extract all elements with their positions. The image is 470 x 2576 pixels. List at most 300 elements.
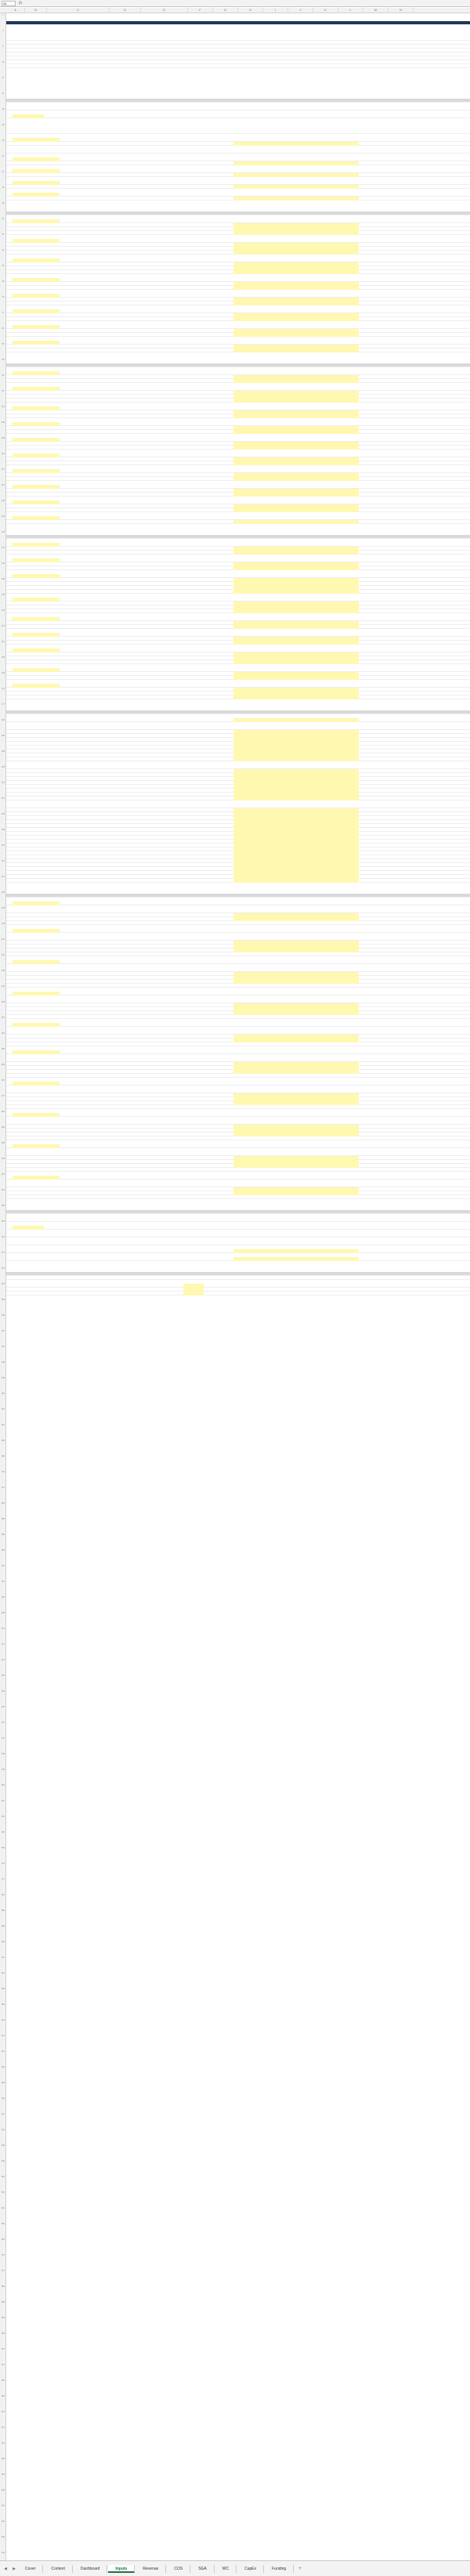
input-cell[interactable]: [233, 251, 359, 255]
row-number[interactable]: 337: [1, 1330, 5, 1332]
row-number[interactable]: 41: [2, 171, 5, 173]
row-number[interactable]: 609: [1, 2395, 5, 2397]
row-number[interactable]: 153: [1, 609, 5, 612]
row-number[interactable]: 433: [1, 1706, 5, 1708]
row-number[interactable]: 649: [1, 2552, 5, 2554]
row-number[interactable]: 469: [1, 1847, 5, 1849]
input-cell[interactable]: [233, 551, 359, 555]
row-number[interactable]: 17: [2, 77, 5, 79]
sheet-row: [6, 1050, 470, 1054]
column-header[interactable]: I: [263, 8, 288, 13]
sheet-row: [6, 676, 470, 680]
input-cell[interactable]: [233, 879, 359, 883]
row-number[interactable]: 565: [1, 2223, 5, 2225]
row-number[interactable]: 213: [1, 844, 5, 847]
sheet-row: [6, 1074, 470, 1078]
input-cell[interactable]: [233, 270, 359, 274]
input-cell[interactable]: [233, 508, 359, 512]
sheet-row: [6, 535, 470, 539]
sheet-row: [6, 757, 470, 761]
column-header[interactable]: H: [238, 8, 263, 13]
sheet-row: [6, 302, 470, 305]
row-number[interactable]: 157: [1, 625, 5, 627]
row-number[interactable]: 481: [1, 1894, 5, 1896]
row-number[interactable]: 221: [1, 876, 5, 878]
input-cell[interactable]: [13, 1023, 60, 1027]
sheet-row: [6, 363, 470, 367]
formula-bar: [0, 0, 470, 7]
sheet-row: [6, 625, 470, 629]
tab-inputs[interactable]: Inputs: [108, 2565, 135, 2573]
sheet-row: [6, 992, 470, 995]
row-number[interactable]: 173: [1, 688, 5, 690]
input-cell[interactable]: [233, 333, 359, 337]
row-number[interactable]: 1: [2, 14, 4, 16]
row-number[interactable]: 229: [1, 907, 5, 909]
row-number[interactable]: 177: [1, 703, 5, 706]
sheet-row: [6, 1276, 470, 1280]
row-number[interactable]: 457: [1, 1800, 5, 1802]
column-header[interactable]: D: [110, 8, 141, 13]
row-number[interactable]: 517: [1, 2035, 5, 2037]
sheet-grid[interactable]: [6, 13, 470, 2560]
row-number[interactable]: 385: [1, 1518, 5, 1520]
row-number[interactable]: 505: [1, 1988, 5, 1990]
tab-prev-icon[interactable]: ◀: [4, 2566, 7, 2571]
row-number[interactable]: 629: [1, 2473, 5, 2476]
row-number[interactable]: 205: [1, 813, 5, 815]
row-number[interactable]: 309: [1, 1220, 5, 1223]
row-number[interactable]: 53: [2, 218, 5, 220]
row-number[interactable]: 329: [1, 1299, 5, 1301]
input-cell[interactable]: [233, 1257, 359, 1261]
input-cell[interactable]: [13, 1082, 60, 1086]
input-cell[interactable]: [233, 625, 359, 629]
sheet-row: [6, 797, 470, 800]
input-cell[interactable]: [233, 590, 359, 594]
row-number[interactable]: 301: [1, 1189, 5, 1191]
input-cell[interactable]: [233, 446, 359, 450]
row-number[interactable]: 21: [2, 92, 5, 95]
column-header[interactable]: F: [188, 8, 213, 13]
row-number[interactable]: 293: [1, 1158, 5, 1160]
row-number[interactable]: 89: [2, 359, 5, 361]
row-number[interactable]: 353: [1, 1393, 5, 1395]
row-number[interactable]: 641: [1, 2520, 5, 2523]
input-cell[interactable]: [233, 185, 359, 189]
row-number[interactable]: 617: [1, 2426, 5, 2429]
row-number[interactable]: 489: [1, 1925, 5, 1927]
sheet-row: [6, 921, 470, 925]
input-cell[interactable]: [233, 641, 359, 645]
row-number[interactable]: 69: [2, 280, 5, 283]
row-number[interactable]: 521: [1, 2050, 5, 2053]
input-cell[interactable]: [233, 379, 359, 383]
row-number[interactable]: 33: [2, 139, 5, 142]
row-number[interactable]: 117: [2, 468, 5, 471]
sheet-row: [6, 551, 470, 555]
row-number[interactable]: 97: [2, 390, 5, 392]
input-cell[interactable]: [233, 609, 359, 613]
row-number[interactable]: 393: [1, 1549, 5, 1552]
column-header[interactable]: L: [338, 8, 363, 13]
row-number[interactable]: 421: [1, 1659, 5, 1661]
row-number[interactable]: 65: [2, 265, 5, 267]
sheet-row: [6, 251, 470, 255]
row-number[interactable]: 189: [1, 750, 5, 753]
sheet-row: [6, 317, 470, 321]
input-cell[interactable]: [13, 1226, 44, 1230]
sheet-row: [6, 21, 470, 25]
row-number[interactable]: 581: [1, 2285, 5, 2288]
row-number[interactable]: 541: [1, 2129, 5, 2131]
row-number[interactable]: 357: [1, 1408, 5, 1411]
row-number[interactable]: 209: [1, 829, 5, 831]
row-number[interactable]: 141: [1, 562, 5, 565]
sheet-row: [6, 1176, 470, 1180]
sheet-row: [6, 1023, 470, 1027]
row-number[interactable]: 253: [1, 1001, 5, 1003]
row-number[interactable]: 217: [1, 860, 5, 862]
row-number[interactable]: 5: [2, 30, 4, 32]
input-cell[interactable]: [183, 1292, 204, 1295]
tab-capex[interactable]: CapEx: [237, 2565, 264, 2573]
input-cell[interactable]: [233, 286, 359, 290]
tab-next-icon[interactable]: ▶: [13, 2566, 16, 2571]
input-cell[interactable]: [233, 757, 359, 761]
row-number[interactable]: 185: [1, 735, 5, 737]
row-number[interactable]: 93: [2, 374, 5, 377]
tab-cos[interactable]: COS: [167, 2565, 190, 2573]
row-number[interactable]: 237: [1, 938, 5, 941]
row-number[interactable]: 569: [1, 2238, 5, 2241]
row-number[interactable]: 633: [1, 2489, 5, 2491]
input-cell[interactable]: [13, 1144, 60, 1148]
sheet-row: [6, 1241, 470, 1245]
input-cell[interactable]: [233, 695, 359, 699]
row-number[interactable]: 453: [1, 1784, 5, 1787]
row-number[interactable]: 553: [1, 2176, 5, 2178]
row-number[interactable]: 601: [1, 2364, 5, 2366]
sheet-row: [6, 64, 470, 68]
row-number[interactable]: 133: [1, 531, 5, 533]
input-cell[interactable]: [13, 1050, 60, 1054]
row-number[interactable]: 493: [1, 1941, 5, 1943]
row-number[interactable]: 197: [1, 782, 5, 784]
row-number[interactable]: 81: [2, 327, 5, 330]
sheet-row: [6, 446, 470, 450]
input-cell[interactable]: [233, 493, 359, 497]
row-number[interactable]: 369: [1, 1455, 5, 1458]
tab-list: [17, 2565, 294, 2573]
row-number[interactable]: 625: [1, 2458, 5, 2460]
row-number[interactable]: 317: [1, 1252, 5, 1254]
row-number[interactable]: 233: [1, 923, 5, 925]
sheet-row: [6, 960, 470, 964]
row-number[interactable]: 225: [1, 891, 5, 894]
row-number[interactable]: 417: [1, 1643, 5, 1646]
input-cell[interactable]: [233, 676, 359, 680]
column-headers: [0, 8, 470, 13]
sheet-row: [6, 231, 470, 235]
sheet-row: [6, 1234, 470, 1237]
row-number[interactable]: 121: [1, 484, 5, 486]
input-cell[interactable]: [233, 660, 359, 664]
row-number[interactable]: 549: [1, 2160, 5, 2162]
row-number[interactable]: 137: [1, 547, 5, 549]
row-number[interactable]: 593: [1, 2332, 5, 2335]
row-number[interactable]: 465: [1, 1831, 5, 1834]
column-header[interactable]: N: [389, 8, 414, 13]
row-number[interactable]: 513: [1, 2019, 5, 2021]
row-number[interactable]: 473: [1, 1862, 5, 1865]
row-number[interactable]: 529: [1, 2082, 5, 2084]
row-number[interactable]: 73: [2, 296, 5, 298]
input-cell[interactable]: [233, 161, 359, 165]
sheet-row: [6, 520, 470, 524]
row-number[interactable]: 405: [1, 1596, 5, 1599]
row-number[interactable]: 429: [1, 1690, 5, 1693]
row-number[interactable]: 313: [1, 1236, 5, 1238]
row-number[interactable]: 245: [1, 970, 5, 972]
sheet-row: [6, 609, 470, 613]
row-number[interactable]: 445: [1, 1753, 5, 1755]
row-number[interactable]: 341: [1, 1346, 5, 1348]
column-header[interactable]: K: [313, 8, 338, 13]
input-cell[interactable]: [233, 399, 359, 403]
row-number[interactable]: 29: [2, 124, 5, 126]
tab-funding[interactable]: Funding: [265, 2565, 294, 2573]
row-number[interactable]: 333: [1, 1314, 5, 1317]
sheet-row: [6, 566, 470, 570]
row-number[interactable]: 501: [1, 1972, 5, 1974]
row-number[interactable]: 289: [1, 1142, 5, 1144]
sheet-row: [6, 1195, 470, 1199]
row-number[interactable]: 273: [1, 1079, 5, 1082]
sheet-row: [6, 379, 470, 383]
row-number[interactable]: 365: [1, 1440, 5, 1442]
column-header[interactable]: A: [6, 8, 25, 13]
row-number[interactable]: 561: [1, 2207, 5, 2209]
row-number[interactable]: 181: [1, 719, 5, 721]
input-cell[interactable]: [233, 566, 359, 570]
row-number[interactable]: 269: [1, 1064, 5, 1066]
input-cell[interactable]: [233, 414, 359, 418]
row-number[interactable]: 193: [1, 766, 5, 768]
row-number[interactable]: 149: [1, 594, 5, 596]
row-number[interactable]: 605: [1, 2379, 5, 2382]
row-number[interactable]: 25: [2, 108, 5, 110]
row-number[interactable]: 125: [1, 500, 5, 502]
row-number[interactable]: 637: [1, 2505, 5, 2507]
input-cell[interactable]: [233, 231, 359, 235]
column-header[interactable]: B: [25, 8, 47, 13]
sheet-row: [6, 185, 470, 189]
row-number[interactable]: 381: [1, 1502, 5, 1505]
sheet-row: [6, 1082, 470, 1086]
row-number[interactable]: 109: [1, 437, 5, 439]
input-cell[interactable]: [13, 114, 44, 118]
row-number[interactable]: 461: [1, 1815, 5, 1818]
sheet-row: [6, 1210, 470, 1214]
tab-wc[interactable]: WC: [215, 2565, 237, 2573]
row-number[interactable]: 349: [1, 1377, 5, 1379]
sheet-row: [6, 1168, 470, 1172]
sheet-row: [6, 929, 470, 933]
row-number[interactable]: 573: [1, 2254, 5, 2256]
row-number[interactable]: 165: [1, 656, 5, 659]
input-cell[interactable]: [233, 461, 359, 465]
tab-sga[interactable]: SGA: [191, 2565, 215, 2573]
input-cell[interactable]: [233, 520, 359, 524]
row-number[interactable]: 645: [1, 2536, 5, 2538]
input-cell[interactable]: [13, 992, 60, 995]
row-number[interactable]: 389: [1, 1534, 5, 1536]
row-number[interactable]: 621: [1, 2442, 5, 2444]
row-number[interactable]: 169: [1, 672, 5, 674]
row-number[interactable]: 321: [1, 1267, 5, 1270]
row-number[interactable]: 557: [1, 2191, 5, 2194]
row-number[interactable]: 361: [1, 1424, 5, 1426]
input-cell[interactable]: [233, 173, 359, 177]
row-number[interactable]: 249: [1, 985, 5, 988]
row-number[interactable]: 373: [1, 1471, 5, 1473]
sheet-row: [6, 399, 470, 403]
row-number[interactable]: 345: [1, 1361, 5, 1364]
row-number[interactable]: 257: [1, 1017, 5, 1019]
sheet-row: [6, 333, 470, 337]
row-number[interactable]: 449: [1, 1769, 5, 1771]
sheet-row: [6, 1292, 470, 1295]
row-number[interactable]: 37: [2, 155, 5, 157]
sheet-row: [6, 161, 470, 165]
sheet-tabs-bar: [0, 2560, 470, 2576]
column-header[interactable]: E: [141, 8, 188, 13]
row-number[interactable]: 277: [1, 1095, 5, 1097]
input-cell[interactable]: [13, 1113, 60, 1117]
sheet-row: [6, 1249, 470, 1253]
input-cell[interactable]: [13, 1176, 60, 1180]
name-box[interactable]: A1: [2, 1, 16, 6]
row-number[interactable]: 241: [1, 954, 5, 956]
sheet-row: [6, 197, 470, 201]
sheet-row: [6, 718, 470, 722]
row-number[interactable]: 45: [2, 186, 5, 189]
row-number[interactable]: 577: [1, 2270, 5, 2272]
column-header[interactable]: M: [363, 8, 389, 13]
row-number[interactable]: 485: [1, 1909, 5, 1912]
row-number[interactable]: 161: [1, 641, 5, 643]
tab-revenue[interactable]: Revenue: [136, 2565, 166, 2573]
row-number[interactable]: 613: [1, 2411, 5, 2413]
row-number[interactable]: 585: [1, 2301, 5, 2303]
sheet-row: [6, 270, 470, 274]
input-cell[interactable]: [13, 901, 60, 905]
row-number[interactable]: 401: [1, 1581, 5, 1583]
row-number[interactable]: 49: [2, 202, 5, 204]
row-number[interactable]: 281: [1, 1111, 5, 1113]
row-number[interactable]: 597: [1, 2348, 5, 2350]
sheet-row: [6, 660, 470, 664]
row-number[interactable]: 441: [1, 1737, 5, 1740]
sheet-row: [6, 901, 470, 905]
row-number[interactable]: 589: [1, 2317, 5, 2319]
sheet-row: [6, 894, 470, 898]
row-number[interactable]: 409: [1, 1612, 5, 1614]
sheet-row: [6, 173, 470, 177]
row-number[interactable]: 129: [1, 515, 5, 518]
row-number[interactable]: 105: [1, 421, 5, 424]
input-cell[interactable]: [233, 142, 359, 146]
row-number[interactable]: 9: [2, 45, 4, 48]
row-number[interactable]: 61: [2, 249, 5, 251]
row-number[interactable]: 413: [1, 1628, 5, 1630]
row-numbers: [0, 13, 6, 2560]
tab-cover[interactable]: Cover: [18, 2565, 43, 2573]
row-number[interactable]: 305: [1, 1205, 5, 1207]
input-cell[interactable]: [233, 302, 359, 305]
input-cell[interactable]: [233, 317, 359, 321]
column-header[interactable]: J: [288, 8, 313, 13]
input-cell[interactable]: [233, 197, 359, 201]
row-number[interactable]: 201: [1, 797, 5, 800]
row-number[interactable]: 425: [1, 1675, 5, 1677]
input-cell[interactable]: [233, 349, 359, 352]
row-number[interactable]: 533: [1, 2097, 5, 2100]
row-number[interactable]: 85: [2, 343, 5, 345]
sheet-row: [6, 508, 470, 512]
sheet-row: [6, 430, 470, 434]
add-sheet-icon[interactable]: +: [298, 2566, 302, 2571]
row-number[interactable]: 297: [1, 1173, 5, 1176]
row-number[interactable]: 145: [1, 578, 5, 580]
sheet-row: [6, 114, 470, 118]
row-number[interactable]: 285: [1, 1126, 5, 1129]
column-header[interactable]: G: [213, 8, 238, 13]
row-number[interactable]: 525: [1, 2066, 5, 2068]
input-cell[interactable]: [233, 1249, 359, 1253]
input-cell[interactable]: [13, 929, 60, 933]
row-number[interactable]: 545: [1, 2144, 5, 2147]
sheet-row: [6, 641, 470, 645]
row-number[interactable]: 113: [2, 453, 5, 455]
row-number[interactable]: 437: [1, 1722, 5, 1724]
row-number[interactable]: 13: [2, 61, 5, 63]
row-number[interactable]: 537: [1, 2113, 5, 2115]
input-cell[interactable]: [233, 718, 359, 722]
tab-content[interactable]: Content: [44, 2565, 73, 2573]
input-cell[interactable]: [13, 960, 60, 964]
row-number[interactable]: 261: [1, 1032, 5, 1035]
tab-dashboard[interactable]: Dashboard: [74, 2565, 107, 2573]
row-number[interactable]: 477: [1, 1878, 5, 1881]
row-number[interactable]: 509: [1, 2003, 5, 2006]
column-header[interactable]: C: [47, 8, 110, 13]
row-number[interactable]: 497: [1, 1956, 5, 1959]
input-cell[interactable]: [233, 797, 359, 800]
row-number[interactable]: 265: [1, 1048, 5, 1050]
row-number[interactable]: 77: [2, 312, 5, 314]
input-cell[interactable]: [233, 477, 359, 481]
input-cell[interactable]: [233, 430, 359, 434]
row-number[interactable]: 57: [2, 233, 5, 236]
sheet-row: [6, 477, 470, 481]
row-number[interactable]: 377: [1, 1487, 5, 1489]
row-number[interactable]: 325: [1, 1283, 5, 1285]
row-number[interactable]: 101: [1, 406, 5, 408]
row-number[interactable]: 397: [1, 1565, 5, 1567]
sheet-row: [6, 1226, 470, 1230]
